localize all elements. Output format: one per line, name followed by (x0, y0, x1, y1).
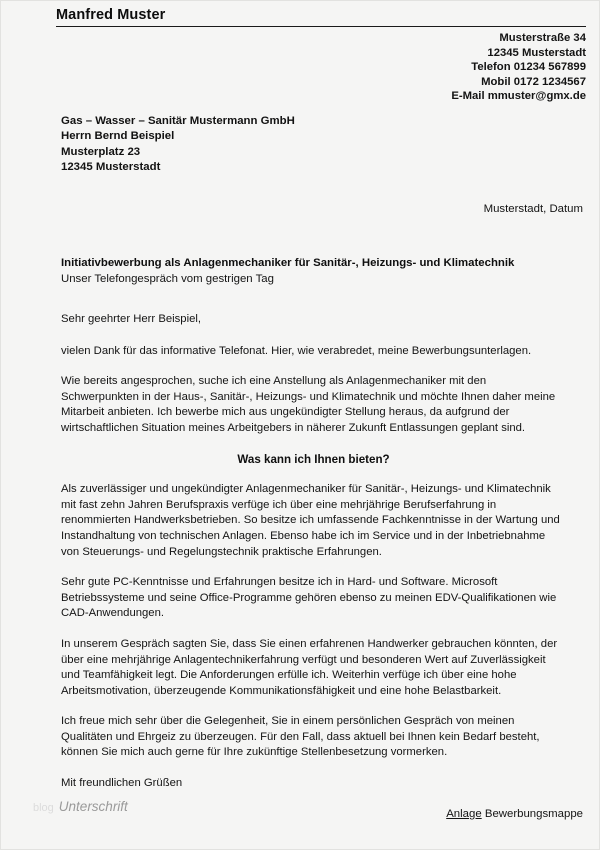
enclosure-line (446, 807, 583, 822)
enclosure-value: Bewerbungsmappe (484, 808, 583, 820)
body-paragraph-3: Als zuverlässiger und ungekündigter Anlagenmechaniker für Sanitär-, Heizungs- und Klimatechnik mit fast zehn Jahren Berufspraxis verfüge ich über eine mehrjährige Berufserfahrung in renommierten Handwerksbetrieben. So besitze ich umfassende Fachkenntnisse in der Wartung und Instandhaltung von technischen Anlagen. Ebenso habe ich im Service und in der Inbetriebnahme von Steuerungs- und Regelungstechnik praktische Erfahrungen. (61, 483, 560, 558)
closing-greeting: Mit freundlichen Grüßen (61, 777, 183, 790)
recipient-address (61, 114, 295, 176)
place-date-line: Musterstadt, Datum (483, 203, 583, 215)
recipient-company: Gas – Wasser – Sanitär Mustermann GmbH (61, 115, 295, 127)
sender-street: Musterstraße 34 (499, 32, 586, 44)
recipient-contact: Herrn Bernd Beispiel (61, 130, 175, 143)
subject-line: Initiativbewerbung als Anlagenmechaniker für Sanitär-, Heizungs- und Klimatechnik (61, 257, 515, 269)
header-divider (56, 26, 586, 27)
recipient-city: 12345 Musterstadt (61, 161, 161, 174)
sender-header (56, 7, 586, 104)
sender-name: Manfred Muster (56, 7, 166, 23)
body-paragraph-4: Sehr gute PC-Kenntnisse und Erfahrungen besitze ich in Hard- und Software. Microsoft Betriebssysteme und seine Office-Programme gehören ebenso zu meinen EDV-Qualifikationen wie CAD-Anwendungen. (61, 576, 557, 620)
signature-area (33, 799, 128, 815)
body-paragraph-1: vielen Dank für das informative Telefonat. Hier, wie verabredet, meine Bewerbungsunterlagen. (61, 344, 532, 357)
sender-email: E-Mail mmuster@gmx.de (451, 90, 586, 103)
body-paragraph-2: Wie bereits angesprochen, suche ich eine Anstellung als Anlagenmechaniker mit den Schwerpunkten in der Haus-, Sanitär-, Heizungs- und Klimatechnik und möchte Ihnen daher meine Mitarbeit anbieten. Ich bewerbe mich aus ungekündigter Stellung heraus, da aufgrund der wirtschaftlichen Situation meines Arbeitgebers in näherer Zukunft Entlassungen geplant sind. (61, 375, 556, 434)
sender-mobile: Mobil 0172 1234567 (481, 75, 586, 88)
signature-placeholder: Unterschrift (58, 799, 128, 814)
body-paragraph-5: In unserem Gespräch sagten Sie, dass Sie einen erfahrenen Handwerker gebrauchen könnten, der über eine mehrjährige Anlagentechnikerfahrung verfügt und besonderen Wert auf Zuverlässigkeit und Teamfähigkeit legt. Die Anforderungen erfülle ich. Weiterhin verfüge ich über eine hohe Arbeitsmotivation, überzeugende Kommunikationsfähigkeit und eine hohe Belastbarkeit. (61, 637, 558, 697)
blog-watermark: blog (33, 802, 54, 814)
salutation: Sehr geehrter Herr Beispiel, (61, 313, 202, 325)
recipient-street: Musterplatz 23 (61, 145, 141, 158)
enclosure-label: Anlage (446, 808, 482, 820)
body-section-heading: Was kann ich Ihnen bieten? (237, 452, 390, 466)
subject-reference-line: Unser Telefongespräch vom gestrigen Tag (61, 272, 274, 285)
subject-block (61, 256, 561, 287)
sender-contact-block (56, 31, 586, 104)
letter-body (61, 312, 566, 792)
body-paragraph-6: Ich freue mich sehr über die Gelegenheit, Sie in einem persönlichen Gespräch von meinen Qualitäten und Ehrgeiz zu überzeugen. Für den Fall, dass aktuell bei Ihnen kein Bedarf besteht, können Sie mich auch gerne für Ihre zukünftige Stellenbesetzung vormerken. (61, 715, 540, 759)
sender-city: 12345 Musterstadt (487, 46, 586, 59)
sender-phone: Telefon 01234 567899 (471, 61, 586, 74)
